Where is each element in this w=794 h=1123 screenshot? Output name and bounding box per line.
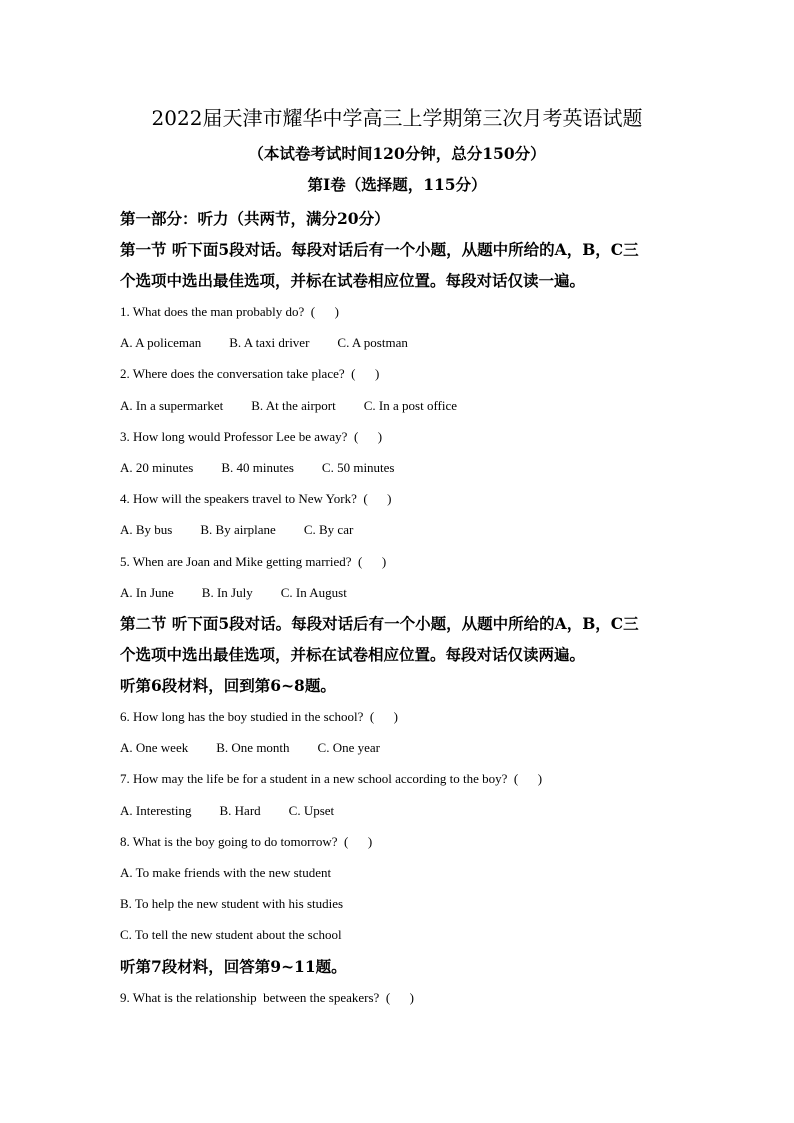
question-3-options: [120, 452, 676, 483]
question-8: 8. What is the boy going to do tomorrow? ( ): [120, 833, 373, 849]
question-1: 1. What does the man probably do? ( ): [120, 304, 339, 319]
option-a: A. One week: [120, 740, 189, 756]
question-6-options: [120, 732, 676, 763]
question-7-options: [120, 795, 676, 826]
question-7: 7. How may the life be for a student in a new school according to the boy? ( ): [120, 771, 543, 787]
question-3: 3. How long would Professor Lee be away? ( ): [120, 428, 383, 444]
question-1-options: [120, 327, 676, 358]
option-a: A. Interesting: [120, 802, 192, 818]
volume-heading: 第Ⅰ卷（选择题，115分）: [307, 175, 487, 194]
question-8-option-c: C. To tell the new student about the school: [120, 927, 342, 943]
option-b: B. A taxi driver: [229, 335, 310, 351]
option-b: B. By airplane: [200, 522, 276, 538]
question-9: 9. What is the relationship between the speakers? ( ): [120, 989, 414, 1005]
section2-instructions-line1: 第二节 听下面5段对话。每段对话后有一个小题，从题中所给的A，B，C三: [120, 614, 639, 634]
section1-instructions-line1: 第一节 听下面5段对话。每段对话后有一个小题，从题中所给的A，B，C三: [120, 240, 639, 259]
option-c: C. In a post office: [363, 397, 458, 413]
option-a: A. A policeman: [120, 335, 202, 351]
question-4-options: [120, 514, 676, 545]
option-c: C. Upset: [288, 802, 335, 818]
question-5-options: [120, 577, 676, 608]
question-2: 2. Where does the conversation take place? ( ): [120, 366, 380, 382]
question-5: 5. When are Joan and Mike getting married? ( ): [120, 553, 387, 569]
option-b: B. In July: [201, 584, 253, 600]
question-6: 6. How long has the boy studied in the school? ( ): [120, 709, 399, 725]
exam-time-note: （本试卷考试时间120分钟，总分150分）: [248, 144, 546, 163]
part1-heading: 第一部分：听力（共两节，满分20分）: [120, 209, 390, 228]
exam-content: [120, 204, 676, 1013]
question-8-option-b: B. To help the new student with his studies: [120, 896, 344, 912]
option-b: B. Hard: [219, 802, 261, 818]
option-a: A. 20 minutes: [120, 460, 194, 476]
option-b: B. 40 minutes: [221, 460, 294, 476]
material-7-heading: 听第7段材料，回答第9~11题。: [120, 956, 347, 976]
question-2-options: [120, 390, 676, 421]
option-c: C. 50 minutes: [321, 460, 395, 476]
option-c: C. By car: [303, 522, 354, 538]
material-6-heading: 听第6段材料，回到第6~8题。: [120, 676, 336, 696]
exam-title: 2022届天津市耀华中学高三上学期第三次月考英语试题: [151, 106, 643, 130]
option-b: B. At the airport: [251, 397, 336, 413]
option-a: A. By bus: [120, 522, 173, 538]
question-8-option-a: A. To make friends with the new student: [120, 865, 332, 881]
option-c: C. One year: [317, 740, 380, 756]
option-c: C. A postman: [337, 335, 408, 351]
option-a: A. In a supermarket: [120, 397, 224, 413]
option-b: B. One month: [216, 740, 290, 756]
section1-instructions-line2: 个选项中选出最佳选项，并标在试卷相应位置。每段对话仅读一遍。: [120, 271, 586, 290]
option-a: A. In June: [120, 584, 174, 600]
section2-instructions-line2: 个选项中选出最佳选项，并标在试卷相应位置。每段对话仅读两遍。: [120, 645, 586, 665]
option-c: C. In August: [280, 584, 347, 600]
question-4: 4. How will the speakers travel to New York? ( ): [120, 491, 392, 507]
